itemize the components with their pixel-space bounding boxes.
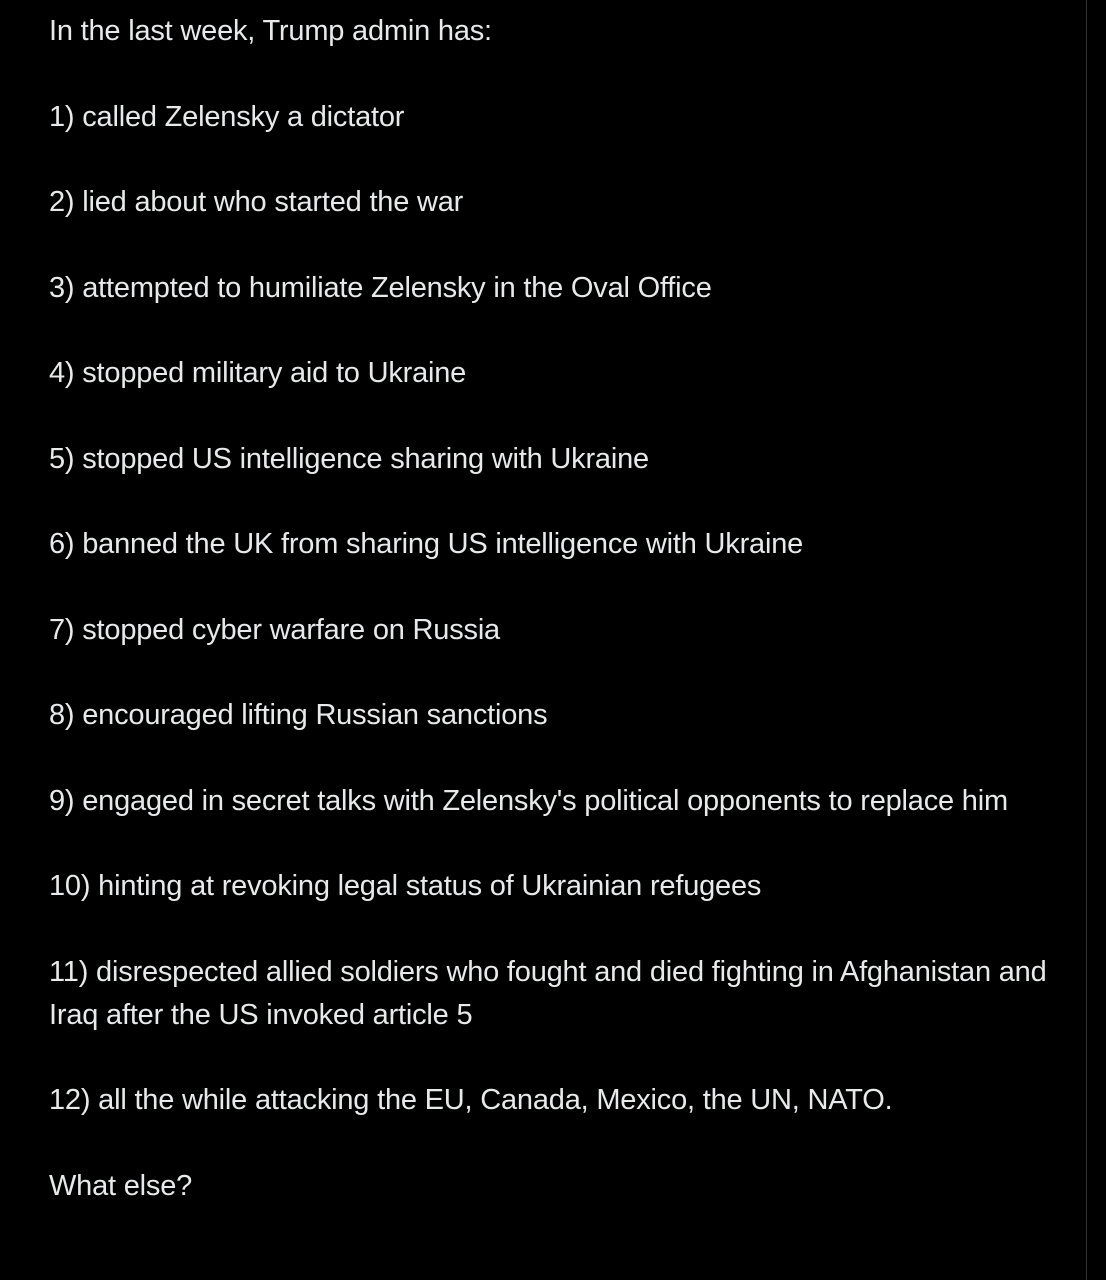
- list-item-11: 11) disrespected allied soldiers who fought and died fighting in Afghanistan and Iraq after the US invoked article 5: [49, 955, 1047, 1031]
- list-item-6: 6) banned the UK from sharing US intelligence with Ukraine: [49, 528, 804, 560]
- post-intro: In the last week, Trump admin has:: [49, 15, 492, 47]
- list-item-10: 10) hinting at revoking legal status of Ukrainian refugees: [49, 870, 762, 902]
- list-item-9: 9) engaged in secret talks with Zelensky's political opponents to replace him: [49, 784, 1008, 817]
- list-item-3: 3) attempted to humiliate Zelensky in the Oval Office: [49, 271, 712, 304]
- post-text: [49, 10, 1059, 1208]
- post-closing: What else?: [49, 1169, 193, 1202]
- list-item-1: 1) called Zelensky a dictator: [49, 100, 405, 133]
- list-item-12: 12) all the while attacking the EU, Canada, Mexico, the UN, NATO.: [49, 1084, 893, 1116]
- list-item-4: 4) stopped military aid to Ukraine: [49, 357, 467, 389]
- list-item-2: 2) lied about who started the war: [49, 186, 464, 218]
- list-item-8: 8) encouraged lifting Russian sanctions: [49, 699, 548, 731]
- list-item-7: 7) stopped cyber warfare on Russia: [49, 613, 500, 646]
- list-item-5: 5) stopped US intelligence sharing with Ukraine: [49, 442, 649, 475]
